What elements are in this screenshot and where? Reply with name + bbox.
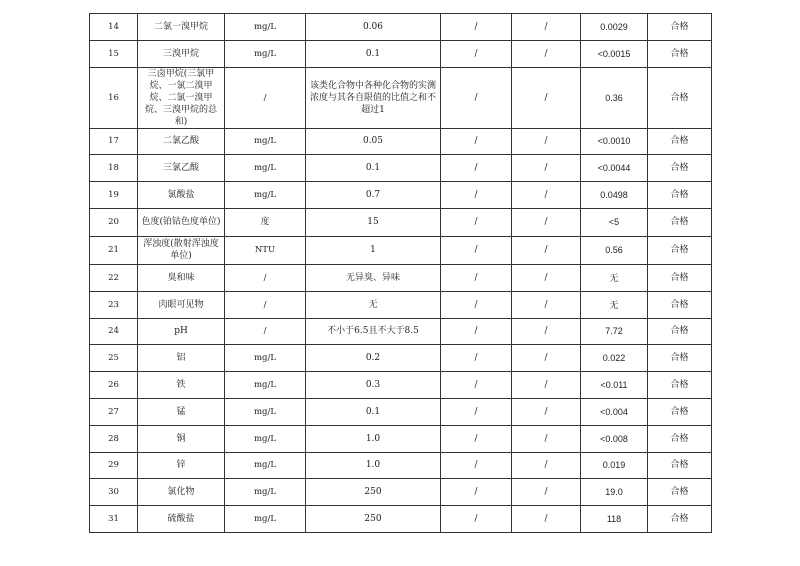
unit: mg/L: [225, 452, 306, 479]
col5-value: /: [441, 425, 512, 452]
row-number: 23: [90, 291, 138, 318]
col5-value: /: [441, 67, 512, 128]
col5-value: /: [441, 264, 512, 291]
unit: mg/L: [225, 155, 306, 182]
col6-value: /: [512, 264, 581, 291]
col5-value: /: [441, 506, 512, 533]
result-value: 0.0029: [581, 14, 648, 41]
verdict: 合格: [648, 264, 712, 291]
col5-value: /: [441, 318, 512, 345]
row-number: 22: [90, 264, 138, 291]
item-name: pH: [138, 318, 225, 345]
table-row: [90, 67, 712, 128]
result-value: 118: [581, 506, 648, 533]
table-row: [90, 182, 712, 209]
col5-value: /: [441, 40, 512, 67]
item-name: 铜: [138, 425, 225, 452]
row-number: 17: [90, 128, 138, 155]
result-value: <0.011: [581, 372, 648, 399]
row-number: 30: [90, 479, 138, 506]
item-name: 二氯一溴甲烷: [138, 14, 225, 41]
col6-value: /: [512, 67, 581, 128]
table-row: [90, 264, 712, 291]
result-value: <5: [581, 208, 648, 236]
table-row: [90, 506, 712, 533]
col5-value: /: [441, 236, 512, 264]
verdict: 合格: [648, 318, 712, 345]
row-number: 27: [90, 398, 138, 425]
col5-value: /: [441, 208, 512, 236]
result-value: 0.56: [581, 236, 648, 264]
item-name: 三溴甲烷: [138, 40, 225, 67]
row-number: 14: [90, 14, 138, 41]
result-value: <0.004: [581, 398, 648, 425]
limit-value: 1.0: [306, 425, 441, 452]
verdict: 合格: [648, 372, 712, 399]
col6-value: /: [512, 425, 581, 452]
row-number: 16: [90, 67, 138, 128]
row-number: 18: [90, 155, 138, 182]
result-value: 无: [581, 291, 648, 318]
verdict: 合格: [648, 345, 712, 372]
table-row: [90, 208, 712, 236]
item-name: 臭和味: [138, 264, 225, 291]
unit: mg/L: [225, 425, 306, 452]
limit-value: 0.7: [306, 182, 441, 209]
verdict: 合格: [648, 425, 712, 452]
row-number: 21: [90, 236, 138, 264]
row-number: 15: [90, 40, 138, 67]
col5-value: /: [441, 398, 512, 425]
limit-value: 1: [306, 236, 441, 264]
table-row: [90, 155, 712, 182]
table-row: [90, 236, 712, 264]
limit-value: 0.1: [306, 40, 441, 67]
item-name: 二氯乙酸: [138, 128, 225, 155]
table-row: [90, 14, 712, 41]
row-number: 29: [90, 452, 138, 479]
result-value: <0.0044: [581, 155, 648, 182]
col6-value: /: [512, 40, 581, 67]
col6-value: /: [512, 208, 581, 236]
item-name: 三氯乙酸: [138, 155, 225, 182]
verdict: 合格: [648, 236, 712, 264]
verdict: 合格: [648, 208, 712, 236]
col6-value: /: [512, 155, 581, 182]
result-value: 0.36: [581, 67, 648, 128]
unit: mg/L: [225, 128, 306, 155]
limit-value: 0.05: [306, 128, 441, 155]
col6-value: /: [512, 345, 581, 372]
item-name: 色度(铂钴色度单位): [138, 208, 225, 236]
verdict: 合格: [648, 128, 712, 155]
verdict: 合格: [648, 452, 712, 479]
unit: /: [225, 264, 306, 291]
item-name: 硫酸盐: [138, 506, 225, 533]
col6-value: /: [512, 128, 581, 155]
test-results-table: [89, 13, 712, 533]
col6-value: /: [512, 398, 581, 425]
unit: /: [225, 67, 306, 128]
col6-value: /: [512, 291, 581, 318]
col5-value: /: [441, 128, 512, 155]
item-name: 铝: [138, 345, 225, 372]
item-name: 氯酸盐: [138, 182, 225, 209]
limit-value: 无: [306, 291, 441, 318]
verdict: 合格: [648, 155, 712, 182]
limit-value: 250: [306, 479, 441, 506]
unit: mg/L: [225, 14, 306, 41]
result-value: <0.008: [581, 425, 648, 452]
limit-value: 15: [306, 208, 441, 236]
table-row: [90, 128, 712, 155]
result-value: 0.022: [581, 345, 648, 372]
unit: 度: [225, 208, 306, 236]
item-name: 三卤甲烷(三氯甲烷、一氯二溴甲烷、二氯一溴甲烷、三溴甲烷的总和): [138, 67, 225, 128]
col6-value: /: [512, 14, 581, 41]
item-name: 锌: [138, 452, 225, 479]
item-name: 肉眼可见物: [138, 291, 225, 318]
verdict: 合格: [648, 291, 712, 318]
result-value: 0.019: [581, 452, 648, 479]
unit: mg/L: [225, 506, 306, 533]
item-name: 浑浊度(散射浑浊度单位): [138, 236, 225, 264]
table-row: [90, 398, 712, 425]
row-number: 25: [90, 345, 138, 372]
limit-value: 250: [306, 506, 441, 533]
col6-value: /: [512, 182, 581, 209]
limit-value: 该类化合物中各种化合物的实测浓度与其各自限值的比值之和不超过1: [306, 67, 441, 128]
table-row: [90, 40, 712, 67]
result-value: 无: [581, 264, 648, 291]
col5-value: /: [441, 479, 512, 506]
table-row: [90, 479, 712, 506]
table-row: [90, 345, 712, 372]
col5-value: /: [441, 155, 512, 182]
unit: mg/L: [225, 372, 306, 399]
unit: /: [225, 318, 306, 345]
verdict: 合格: [648, 14, 712, 41]
col5-value: /: [441, 452, 512, 479]
row-number: 28: [90, 425, 138, 452]
limit-value: 0.3: [306, 372, 441, 399]
unit: mg/L: [225, 40, 306, 67]
verdict: 合格: [648, 506, 712, 533]
col5-value: /: [441, 345, 512, 372]
col5-value: /: [441, 182, 512, 209]
result-value: 0.0498: [581, 182, 648, 209]
verdict: 合格: [648, 398, 712, 425]
row-number: 31: [90, 506, 138, 533]
limit-value: 1.0: [306, 452, 441, 479]
col6-value: /: [512, 452, 581, 479]
limit-value: 无异臭、异味: [306, 264, 441, 291]
limit-value: 0.06: [306, 14, 441, 41]
table-row: [90, 372, 712, 399]
col6-value: /: [512, 479, 581, 506]
result-value: 19.0: [581, 479, 648, 506]
row-number: 19: [90, 182, 138, 209]
table-row: [90, 425, 712, 452]
col5-value: /: [441, 372, 512, 399]
col6-value: /: [512, 318, 581, 345]
item-name: 锰: [138, 398, 225, 425]
col5-value: /: [441, 291, 512, 318]
row-number: 20: [90, 208, 138, 236]
verdict: 合格: [648, 182, 712, 209]
limit-value: 0.1: [306, 398, 441, 425]
limit-value: 不小于6.5且不大于8.5: [306, 318, 441, 345]
unit: mg/L: [225, 398, 306, 425]
result-value: 7.72: [581, 318, 648, 345]
unit: NTU: [225, 236, 306, 264]
unit: mg/L: [225, 479, 306, 506]
result-value: <0.0015: [581, 40, 648, 67]
row-number: 24: [90, 318, 138, 345]
item-name: 氯化物: [138, 479, 225, 506]
col6-value: /: [512, 236, 581, 264]
col6-value: /: [512, 506, 581, 533]
verdict: 合格: [648, 40, 712, 67]
col5-value: /: [441, 14, 512, 41]
table-row: [90, 291, 712, 318]
table-row: [90, 452, 712, 479]
row-number: 26: [90, 372, 138, 399]
item-name: 铁: [138, 372, 225, 399]
result-value: <0.0010: [581, 128, 648, 155]
table-row: [90, 318, 712, 345]
unit: mg/L: [225, 345, 306, 372]
limit-value: 0.2: [306, 345, 441, 372]
verdict: 合格: [648, 479, 712, 506]
limit-value: 0.1: [306, 155, 441, 182]
col6-value: /: [512, 372, 581, 399]
unit: mg/L: [225, 182, 306, 209]
verdict: 合格: [648, 67, 712, 128]
unit: /: [225, 291, 306, 318]
